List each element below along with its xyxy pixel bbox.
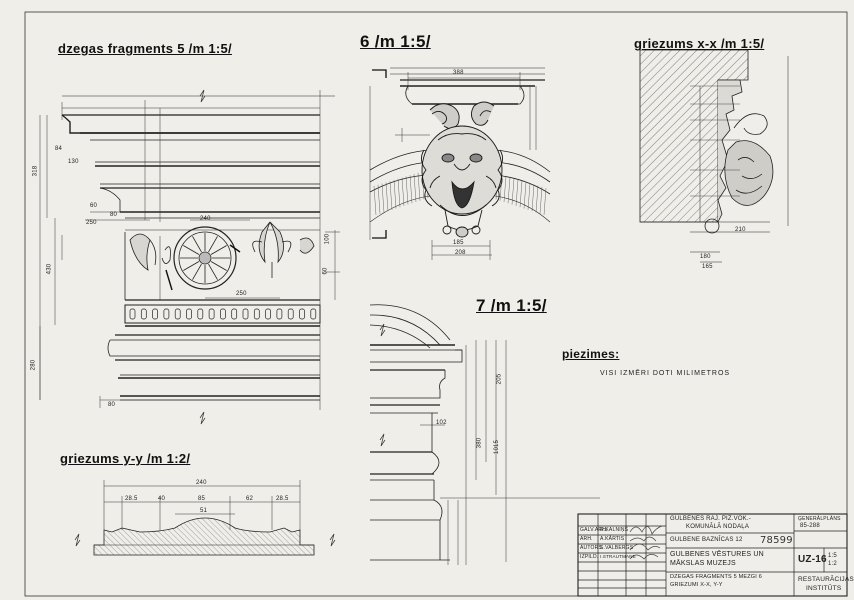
- dim-label: 280: [30, 359, 37, 371]
- arch-hatch-line: [378, 185, 380, 214]
- rosette-icon: [174, 227, 236, 289]
- dentil: [266, 309, 271, 319]
- dentil: [130, 309, 135, 319]
- drawing-code: UZ-16: [798, 554, 827, 565]
- dim-label: 430: [46, 263, 53, 275]
- arch-hatch-line: [374, 186, 376, 215]
- dim-label: 1015: [494, 439, 501, 455]
- dim-label: 205: [496, 373, 503, 385]
- arch-hatch-line: [398, 179, 400, 207]
- dentil: [141, 309, 146, 319]
- project-line: MĀKSLAS MUZEJS: [670, 560, 736, 567]
- dim-label: 80: [108, 402, 116, 408]
- person-name: A.KĀRTIS: [600, 536, 625, 542]
- arch-hatch-line: [544, 188, 546, 215]
- arch-hatch-line: [390, 181, 392, 210]
- arch-hatch-line: [532, 184, 534, 211]
- dim-label: 318: [32, 165, 39, 177]
- dim-label: 28.5: [276, 496, 289, 502]
- detail7-title: 7 /m 1:5/: [476, 296, 547, 315]
- dentil: [277, 309, 282, 319]
- fleur-ornament-right: [253, 222, 314, 278]
- dim-label: 100: [324, 233, 331, 245]
- notes-text: VISI IZMĒRI DOTI MILIMETROS: [600, 370, 731, 377]
- role-label: AUTORS: [580, 545, 602, 551]
- dentil: [243, 309, 248, 319]
- arch-hatch-line: [410, 175, 412, 203]
- arch-hatch-line: [414, 174, 416, 202]
- rosette-petal: [193, 236, 202, 252]
- dim-label: 80: [110, 212, 118, 218]
- dim-label: 102: [436, 420, 447, 426]
- dim-label: 85: [198, 496, 206, 502]
- sheet-number: 78599: [760, 535, 793, 546]
- project-line: GULBENES VĒSTURES UN: [670, 551, 764, 558]
- arch-hatch-line: [540, 187, 542, 214]
- dim-label: 180: [700, 254, 711, 260]
- arch-hatch-line: [406, 176, 408, 204]
- dentil: [198, 309, 203, 319]
- dentil: [209, 309, 214, 319]
- person-name: R.KALNIŅŠ: [600, 527, 629, 533]
- section-yy-title: griezums y-y /m 1:2/: [60, 451, 191, 466]
- dim-label: 250: [86, 220, 97, 226]
- org-line: GULBENES RAJ. PIZ.VOK.-: [670, 516, 751, 522]
- dim-label: 60: [90, 203, 98, 209]
- dim-label: 165: [702, 264, 713, 270]
- person-name: S.VALBERGS: [600, 545, 634, 551]
- arch-hatch-line: [382, 184, 384, 213]
- fleur-ornament-left: [130, 234, 170, 270]
- dim-label: 51: [200, 508, 208, 514]
- role-label: ARH.: [580, 536, 593, 542]
- dim-label: 185: [453, 240, 464, 246]
- cornice-fragment-5: [62, 96, 335, 400]
- dentil: [220, 309, 225, 319]
- rosette-petal: [211, 246, 227, 255]
- arch-hatch-line: [418, 173, 420, 201]
- institute-line: RESTAURĀCIJAS: [798, 576, 854, 583]
- dim-label: 388: [453, 70, 464, 76]
- rosette-petal: [211, 262, 227, 271]
- arch-hatch-line: [528, 183, 530, 210]
- dim-label: 250: [236, 291, 247, 297]
- location: GULBENE BAZNĪCAS 12: [670, 537, 743, 543]
- dentil: [164, 309, 169, 319]
- dim-label: 380: [476, 437, 483, 449]
- dentil: [232, 309, 237, 319]
- content-line: GRIEZUMI X-X, Y-Y: [670, 582, 723, 588]
- institute-line: INSTITŪTS: [806, 585, 842, 592]
- role-label: GALV.ARH.: [580, 527, 608, 533]
- rosette-petal: [183, 246, 199, 255]
- dim-label: 40: [158, 496, 166, 502]
- detail6-title: 6 /m 1:5/: [360, 32, 431, 51]
- stamp-line: ĢENERĀLPLĀNS: [798, 516, 841, 522]
- arch-hatch-line: [394, 180, 396, 209]
- arch-hatch-line: [386, 182, 388, 211]
- section-xx: [640, 50, 788, 262]
- dim-label: 60: [322, 267, 329, 275]
- dim-label: 240: [196, 480, 207, 486]
- rosette-petal: [209, 236, 218, 252]
- dentil: [300, 309, 305, 319]
- dentil: [175, 309, 180, 319]
- notes-heading: piezimes:: [562, 347, 620, 361]
- section-yy: [94, 518, 314, 555]
- dim-label: 28.5: [125, 496, 138, 502]
- rosette-petal: [183, 262, 199, 271]
- rosette-petal: [209, 264, 218, 280]
- rosette-petal: [193, 264, 202, 280]
- dentil: [254, 309, 259, 319]
- arch-hatch-line: [536, 186, 538, 213]
- section-xx-title: griezums x-x /m 1:5/: [634, 36, 765, 51]
- dim-label: 84: [55, 146, 63, 152]
- dentil-row: [130, 309, 316, 319]
- arch-hatch-line: [524, 182, 526, 209]
- content-line: DZEGAS FRAGMENTS 5 MEZGI 6: [670, 574, 762, 580]
- dim-label: 130: [68, 159, 79, 165]
- org-line: KOMUNĀLĀ NODAĻA: [686, 524, 750, 530]
- arch-hatch-line: [402, 178, 404, 206]
- dim-label: 62: [246, 496, 254, 502]
- lion-head-icon: [421, 102, 502, 237]
- dim-label: 210: [735, 227, 746, 233]
- scale-label: 1:5: [828, 553, 837, 559]
- dim-label: 240: [200, 216, 211, 222]
- person-name: I.STRAUTMANE: [600, 554, 636, 559]
- dentil: [187, 309, 192, 319]
- stamp-line: 85-288: [800, 523, 820, 529]
- dim-label: 208: [455, 250, 466, 256]
- dentil: [153, 309, 158, 319]
- dentil: [311, 309, 316, 319]
- role-label: IZPILD.: [580, 554, 599, 560]
- fragment5-title: dzegas fragments 5 /m 1:5/: [58, 41, 232, 56]
- dentil: [288, 309, 293, 319]
- scale-label: 1:2: [828, 561, 837, 567]
